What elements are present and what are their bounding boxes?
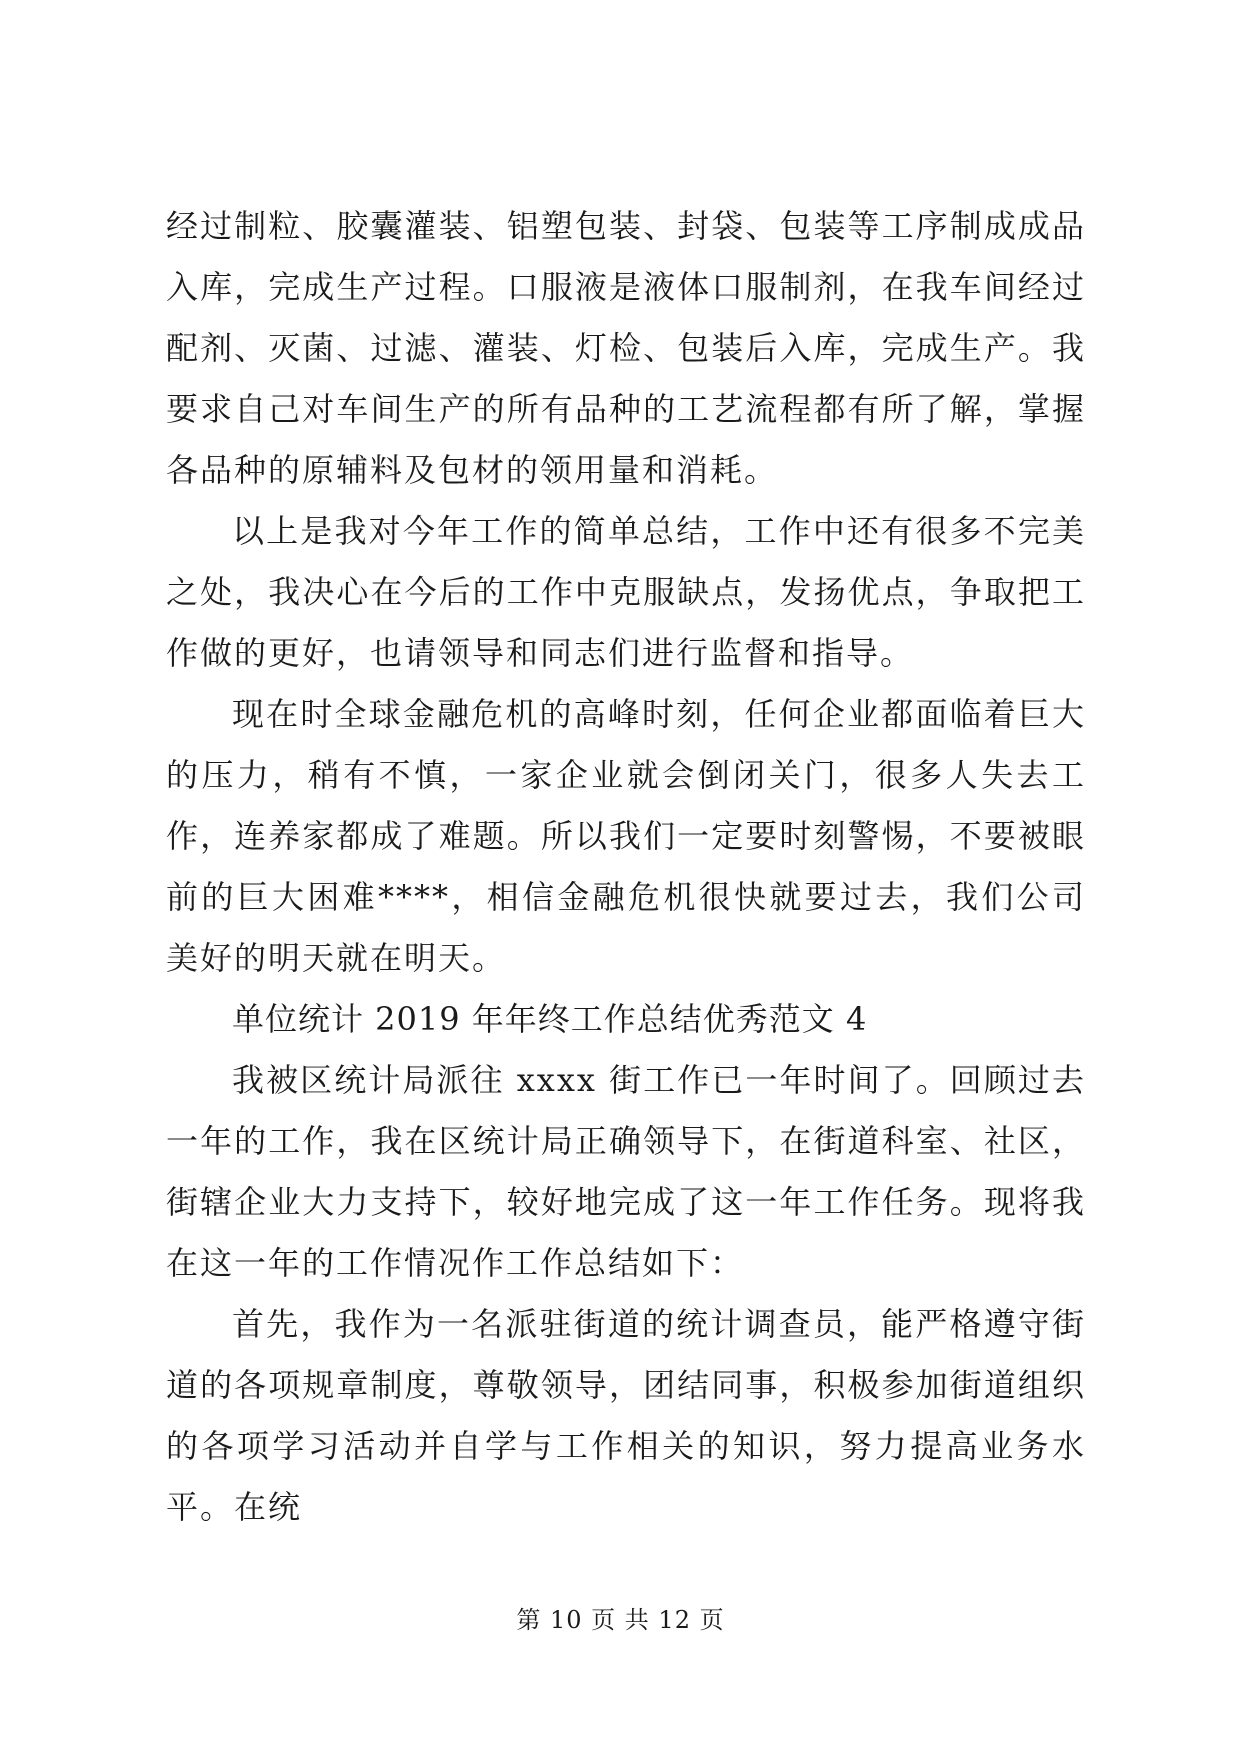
paragraph-4: 我被区统计局派往 xxxx 街工作已一年时间了。回顾过去一年的工作，我在区统计局正确领导下，在街道科室、社区，街辖企业大力支持下，较好地完成了这一年工作任务。现将我在这一年的工作情况作工作总结如下： [166,1061,1086,1282]
page-footer: 第 10 页 共 12 页 [516,1606,725,1634]
paragraph-2: 以上是我对今年工作的简单总结，工作中还有很多不完美之处，我决心在今后的工作中克服缺点，发扬优点，争取把工作做的更好，也请领导和同志们进行监督和指导。 [166,512,1086,672]
paragraph-3: 现在时全球金融危机的高峰时刻，任何企业都面临着巨大的压力，稍有不慎，一家企业就会倒闭关门，很多人失去工作，连养家都成了难题。所以我们一定要时刻警惕，不要被眼前的巨大困难****，相信金融危机很快就要过去，我们公司美好的明天就在明天。 [166,695,1086,977]
section-title: 单位统计 2019 年年终工作总结优秀范文 4 [232,1000,868,1038]
paragraph-5: 首先，我作为一名派驻街道的统计调查员，能严格遵守街道的各项规章制度，尊敬领导，团结同事，积极参加街道组织的各项学习活动并自学与工作相关的知识，努力提高业务水平。在统 [166,1305,1086,1526]
paragraph-1: 经过制粒、胶囊灌装、铝塑包装、封袋、包装等工序制成成品入库，完成生产过程。口服液是液体口服制剂，在我车间经过配剂、灭菌、过滤、灌装、灯检、包装后入库，完成生产。我要求自己对车间生产的所有品种的工艺流程都有所了解，掌握各品种的原辅料及包材的领用量和消耗。 [166,207,1086,489]
document-body [166,196,1086,1538]
